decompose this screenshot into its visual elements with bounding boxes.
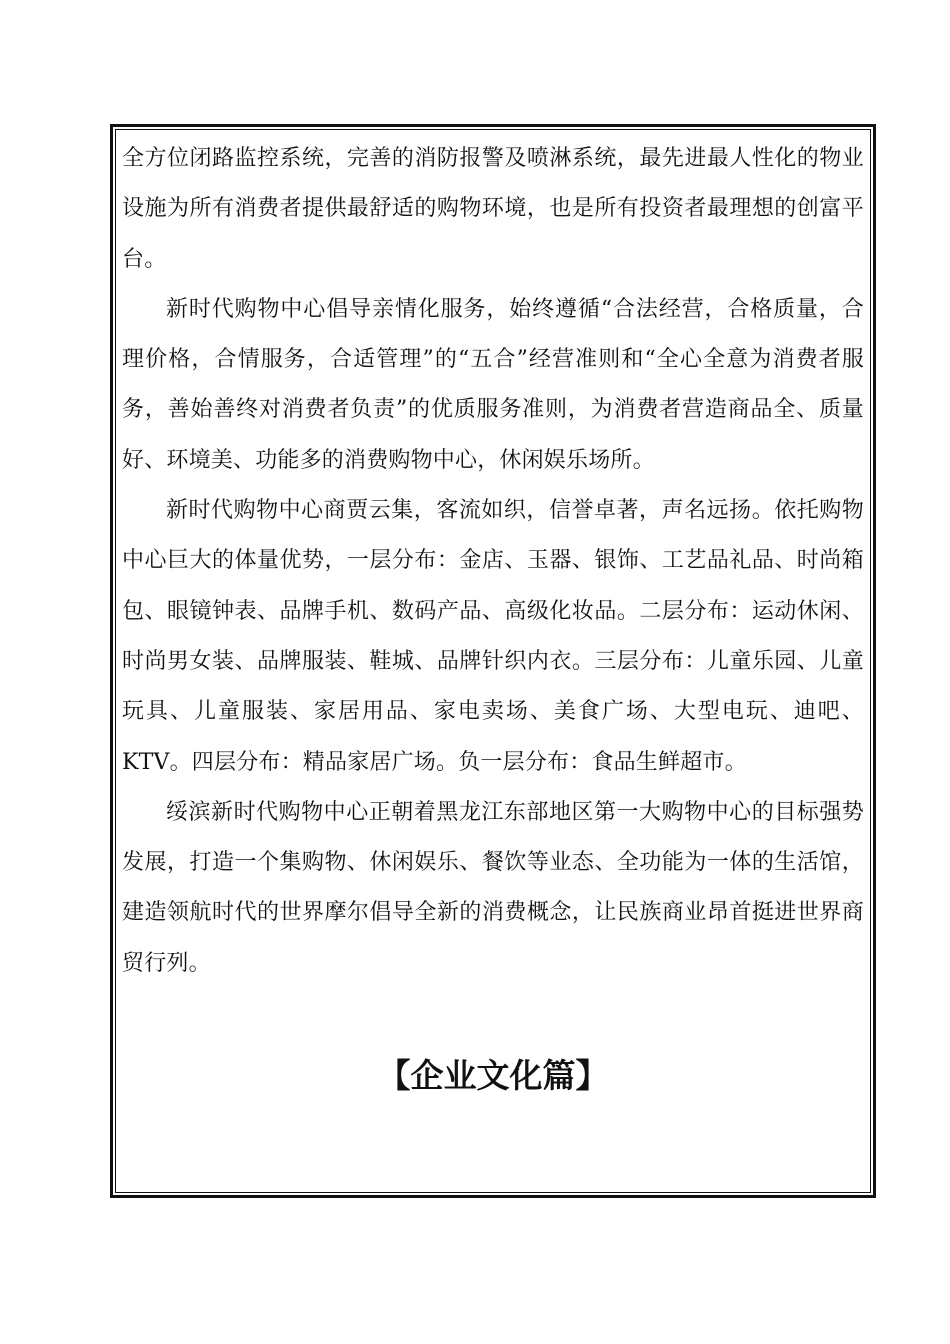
paragraph-development-goal: 绥滨新时代购物中心正朝着黑龙江东部地区第一大购物中心的目标强势发展，打造一个集购物、休闲娱乐、餐饮等业态、全功能为一体的生活馆，建造领航时代的世界摩尔倡导全新的消费概念，让民族商业昂首挺进世界商贸行列。 <box>122 799 864 976</box>
paragraph-floor-layout: 新时代购物中心商贾云集，客流如织，信誉卓著，声名远扬。依托购物中心巨大的体量优势，一层分布：金店、玉器、银饰、工艺品礼品、时尚箱包、眼镜钟表、品牌手机、数码产品、高级化妆品。二层分布：运动休闲、时尚男女装、品牌服装、鞋城、品牌针织内衣。三层分布：儿童乐园、儿童玩具、儿童服装、家居用品、家电卖场、美食广场、大型电玩、迪吧、KTV。四层分布：精品家居广场。负一层分布：食品生鲜超市。 <box>122 498 864 775</box>
section-title-corporate-culture: 【企业文化篇】 <box>377 1056 609 1095</box>
document-body <box>122 134 864 989</box>
paragraph-service-principles: 新时代购物中心倡导亲情化服务，始终遵循“合法经营，合格质量，合理价格，合情服务，合适管理”的“五合”经营准则和“全心全意为消费者服务，善始善终对消费者负责”的优质服务准则，为消费者营造商品全、质量好、环境美、功能多的消费购物中心，休闲娱乐场所。 <box>122 296 864 473</box>
paragraph-facilities: 全方位闭路监控系统，完善的消防报警及喷淋系统，最先进最人性化的物业设施为所有消费者提供最舒适的购物环境，也是所有投资者最理想的创富平台。 <box>122 146 864 272</box>
